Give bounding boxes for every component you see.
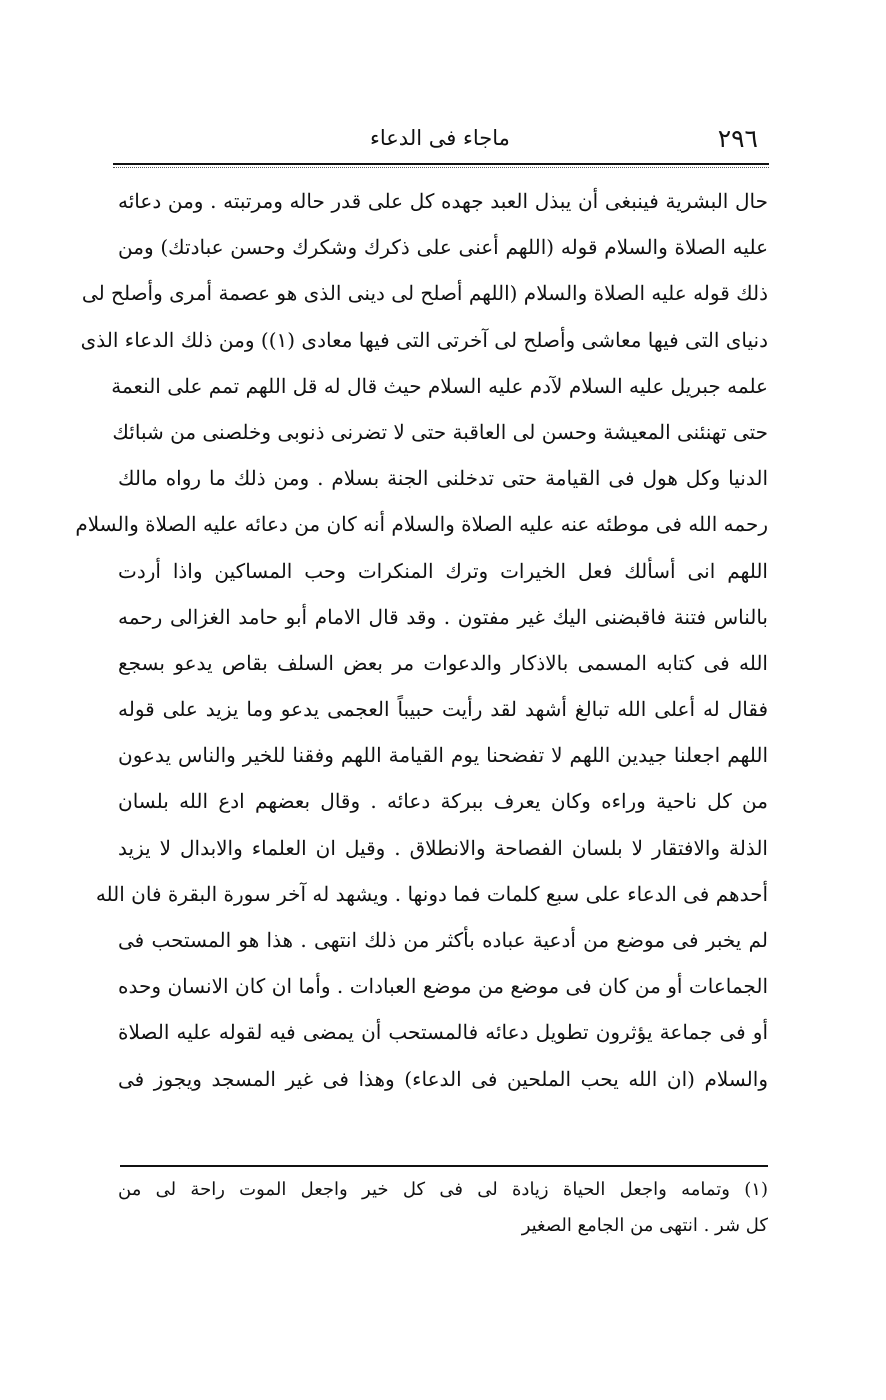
text-line: ذلك قوله عليه الصلاة والسلام (اللهم أصلح لى دينى الذى هو عصمة أمرى وأصلح لى [81,281,768,306]
text-line: علمه جبريل عليه السلام لآدم عليه السلام حيث قال له قل اللهم تمم على النعمة [111,373,768,398]
footnote-line: (١) وتمامه واجعل الحياة زيادة لى فى كل خير واجعل الموت راحة لى من [118,1179,768,1200]
text-line: والسلام (ان الله يحب الملحين فى الدعاء) وهذا فى غير المسجد ويجوز فى [118,1066,768,1091]
text-line: عليه الصلاة والسلام قوله (اللهم أعنى على ذكرك وشكرك وحسن عبادتك) ومن [118,235,768,260]
text-line: حال البشرية فينبغى أن يبذل العبد جهده كل على قدر حاله ومرتبته . ومن دعائه [118,189,768,213]
header-rule [113,163,769,165]
text-line: فقال له أعلى الله تبالغ أشهد لقد رأيت حبيباً العجمى يدعو وما يزيد على قوله [118,697,768,722]
main-text [75,178,768,1102]
text-line: أو فى جماعة يؤثرون تطويل دعائه فالمستحب أن يمضى فيه لقوله عليه الصلاة [118,1020,768,1045]
footnote-rule [120,1165,768,1167]
text-line: من كل ناحية وراءه وكان يعرف ببركة دعائه . وقال بعضهم ادع الله بلسان [118,789,768,814]
text-line: حتى تهنئنى المعيشة وحسن لى العاقبة حتى لا تضرنى ذنوبى وخلصنى من شبائك [112,419,768,444]
text-line: الجماعات أو من كان فى موضع من موضع العبادات . وأما ان كان الانسان وحده [118,974,768,999]
page-header [118,118,768,158]
text-line: اللهم اجعلنا جيدين اللهم لا تفضحنا يوم القيامة اللهم وفقنا للخير والناس يدعون [118,743,768,768]
text-line: الله فى كتابه المسمى بالاذكار والدعوات مر بعض السلف بقاص يدعو بسجع [118,650,768,675]
footnote-line: كل شر . انتهى من الجامع الصغير [521,1215,768,1236]
text-line: الذلة والافتقار لا بلسان الفصاحة والانطلاق . وقيل ان العلماء والابدال لا يزيد [118,835,768,860]
text-line: أحدهم فى الدعاء على سبع كلمات فما دونها . ويشهد له آخر سورة البقرة فان الله [95,881,768,906]
running-title: ماجاء فى الدعاء [370,126,510,150]
text-line: دنياى التى فيها معاشى وأصلح لى آخرتى التى فيها معادى (١)) ومن ذلك الدعاء الذى [80,327,768,352]
text-line: اللهم انى أسألك فعل الخيرات وترك المنكرات وحب المساكين واذا أردت [118,558,768,583]
header-rule-dotted [113,167,769,168]
text-line: بالناس فتنة فاقبضنى اليك غير مفتون . وقد قال الامام أبو حامد الغزالى رحمه [118,604,768,629]
text-line: لم يخبر فى موضع من أدعية عباده بأكثر من ذلك انتهى . هذا هو المستحب فى [118,928,768,952]
text-line: رحمه الله فى موطئه عنه عليه الصلاة والسلام أنه كان من دعائه عليه الصلاة والسلام [75,512,768,537]
page-number: ٢٩٦ [717,124,758,153]
text-line: الدنيا وكل هول فى القيامة حتى تدخلنى الجنة بسلام . ومن ذلك ما رواه مالك [118,466,768,491]
footnotes [118,1172,768,1244]
